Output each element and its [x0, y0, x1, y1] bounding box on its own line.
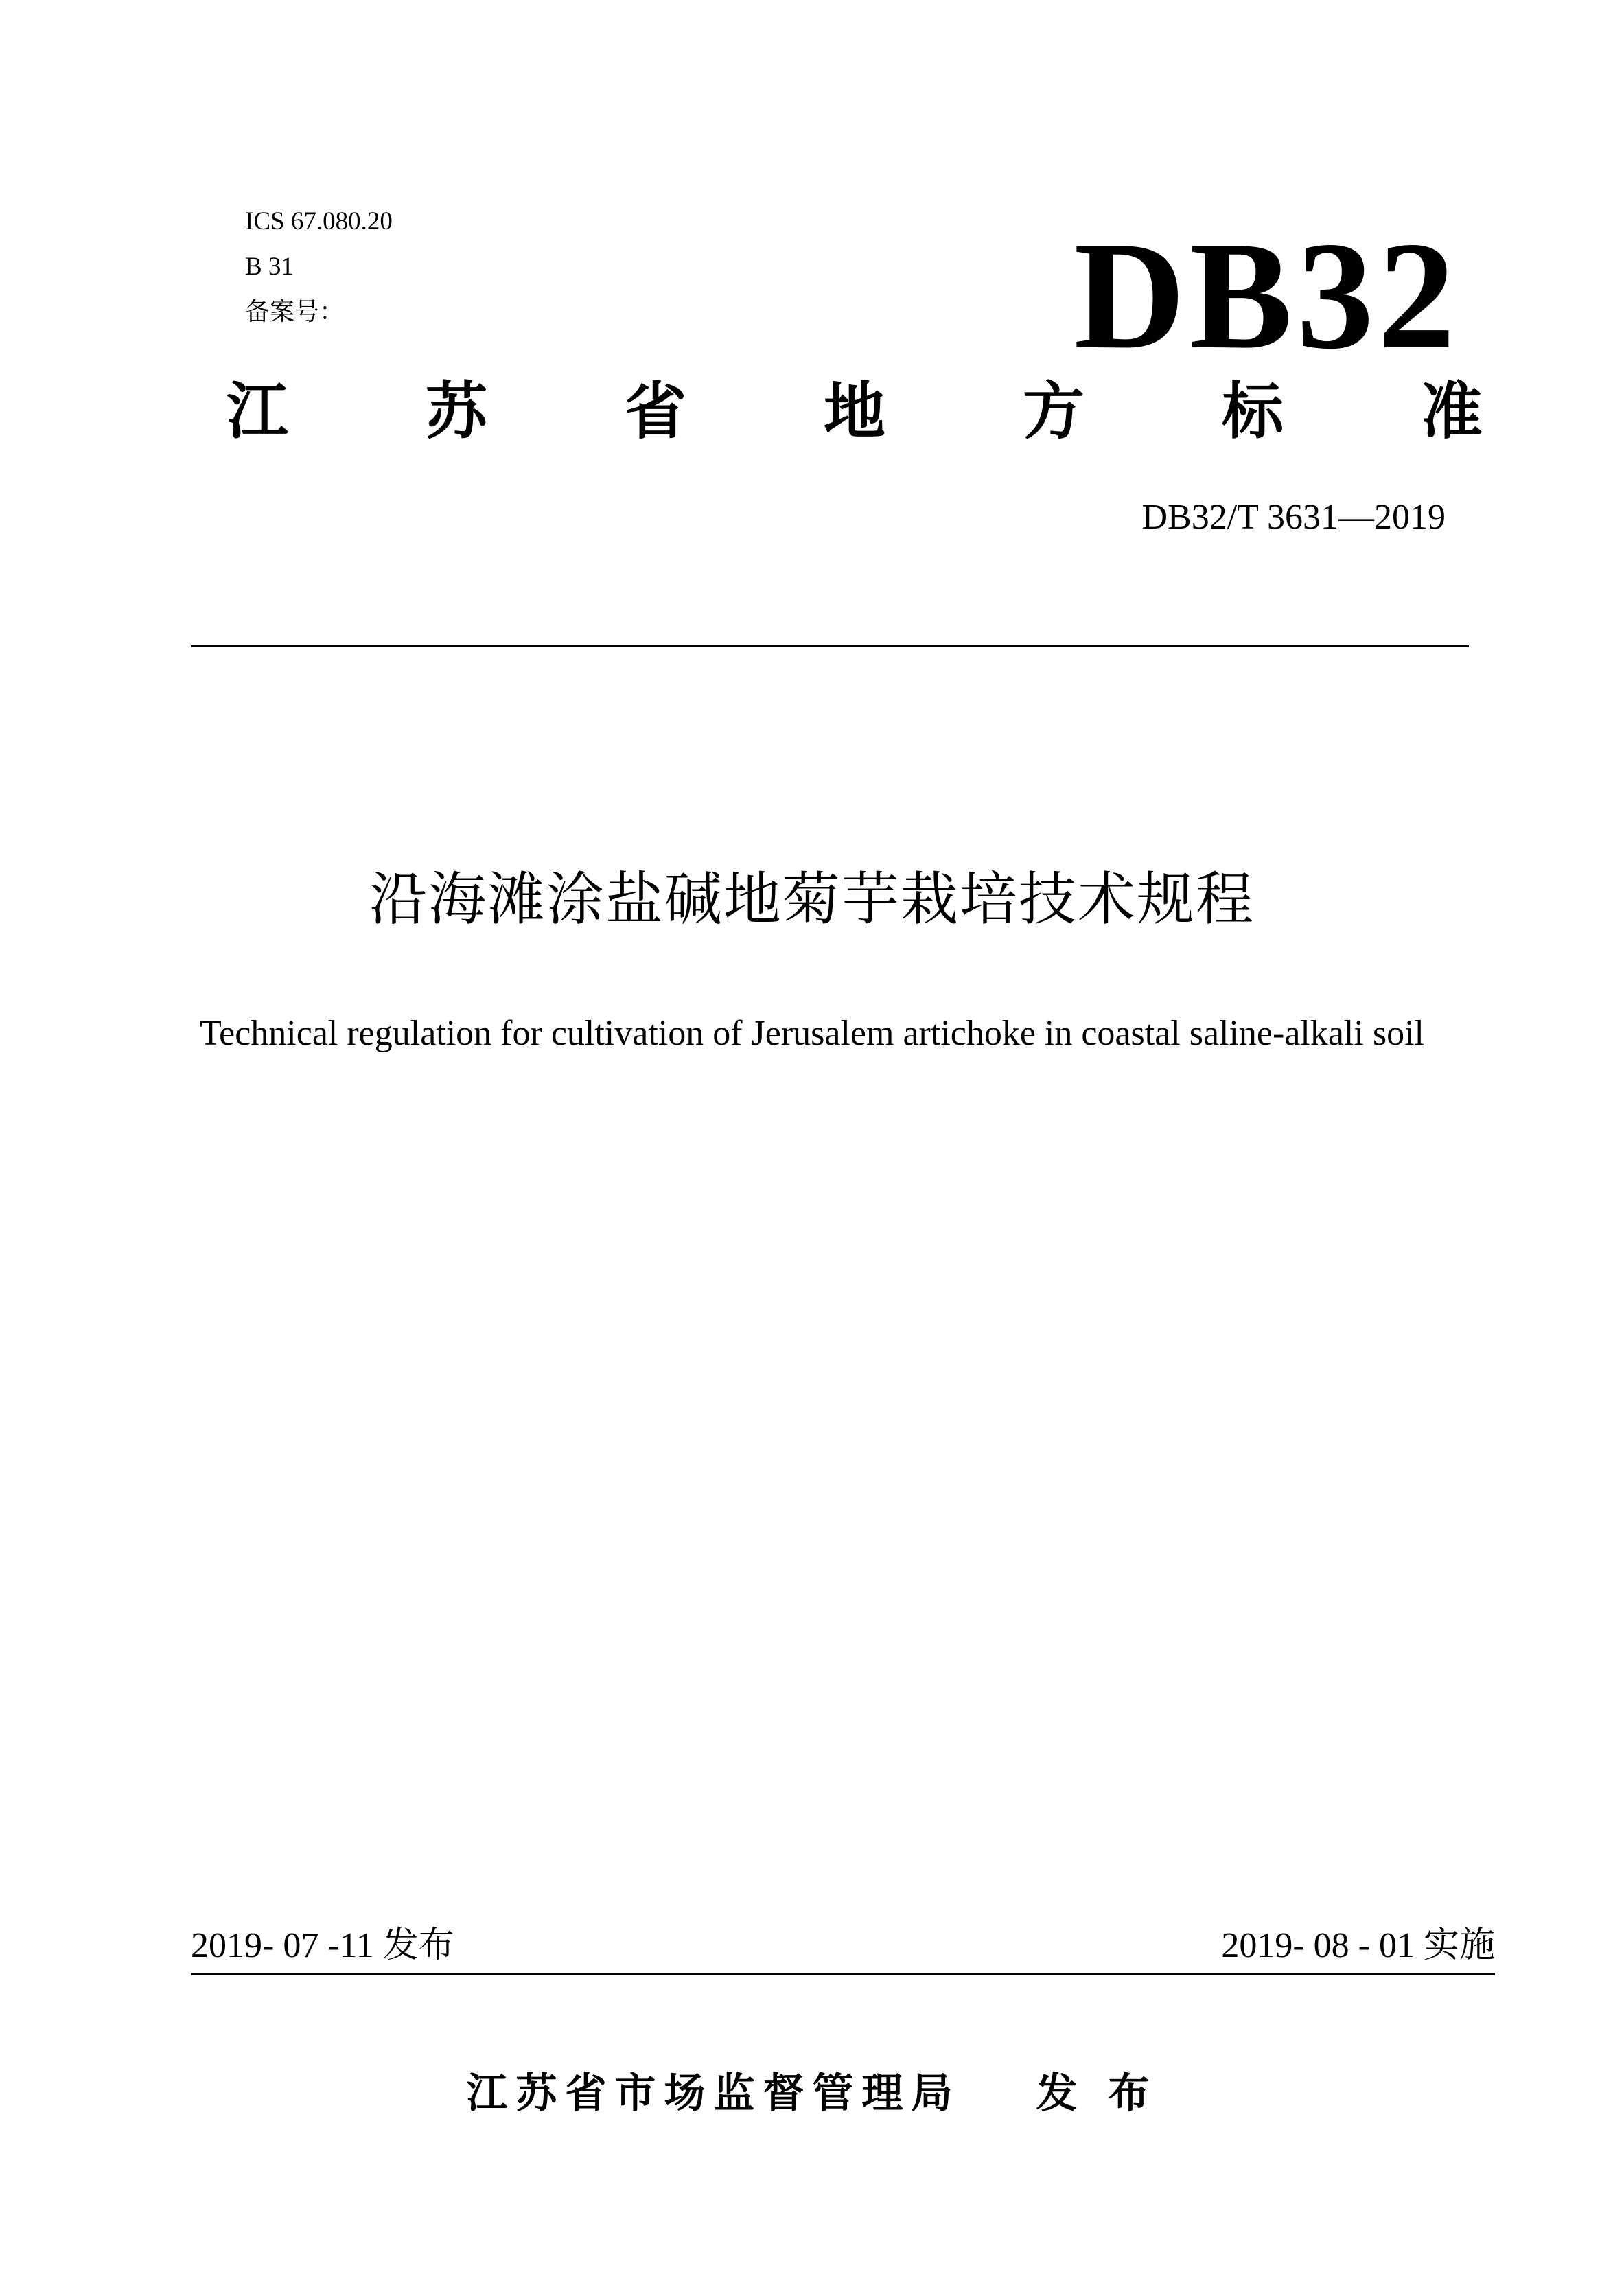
classification-block: [245, 199, 393, 335]
implement-date: 2019- 08 - 01: [1221, 1926, 1415, 1965]
standard-type-char: 地: [824, 375, 885, 448]
publisher-line: [0, 2069, 1624, 2118]
implement-date-group: [1221, 1927, 1495, 1964]
publisher-action: 发 布: [1036, 2069, 1158, 2118]
date-row: [191, 1927, 1495, 1964]
bottom-divider: [191, 1973, 1495, 1975]
title-english: Technical regulation for cultivation of Jerusalem artichoke in coastal saline-alkali soil: [200, 1014, 1424, 1053]
db-code-mark: DB32: [1074, 209, 1459, 381]
standard-type-heading: [227, 375, 1483, 448]
standard-type-char: 方: [1023, 375, 1084, 448]
ccs-code: B 31: [245, 253, 294, 281]
implement-label: 实施: [1423, 1925, 1495, 1966]
standard-type-char: 准: [1421, 375, 1483, 448]
title-chinese: 沿海滩涂盐碱地菊芋栽培技术规程: [369, 866, 1255, 933]
publisher-name: 江苏省市场监督管理局: [466, 2069, 961, 2118]
standard-type-char: 标: [1222, 375, 1284, 448]
standard-type-char: 省: [625, 375, 686, 448]
issue-label: 发布: [382, 1925, 454, 1966]
ics-code: ICS 67.080.20: [245, 207, 393, 235]
top-divider: [191, 645, 1469, 647]
record-number-label: 备案号：: [245, 298, 345, 326]
issue-date-group: [191, 1927, 454, 1964]
issue-date: 2019- 07 -11: [191, 1926, 374, 1965]
standard-type-char: 苏: [426, 375, 487, 448]
standard-type-char: 江: [227, 375, 288, 448]
standard-number: DB32/T 3631—2019: [1141, 498, 1446, 537]
